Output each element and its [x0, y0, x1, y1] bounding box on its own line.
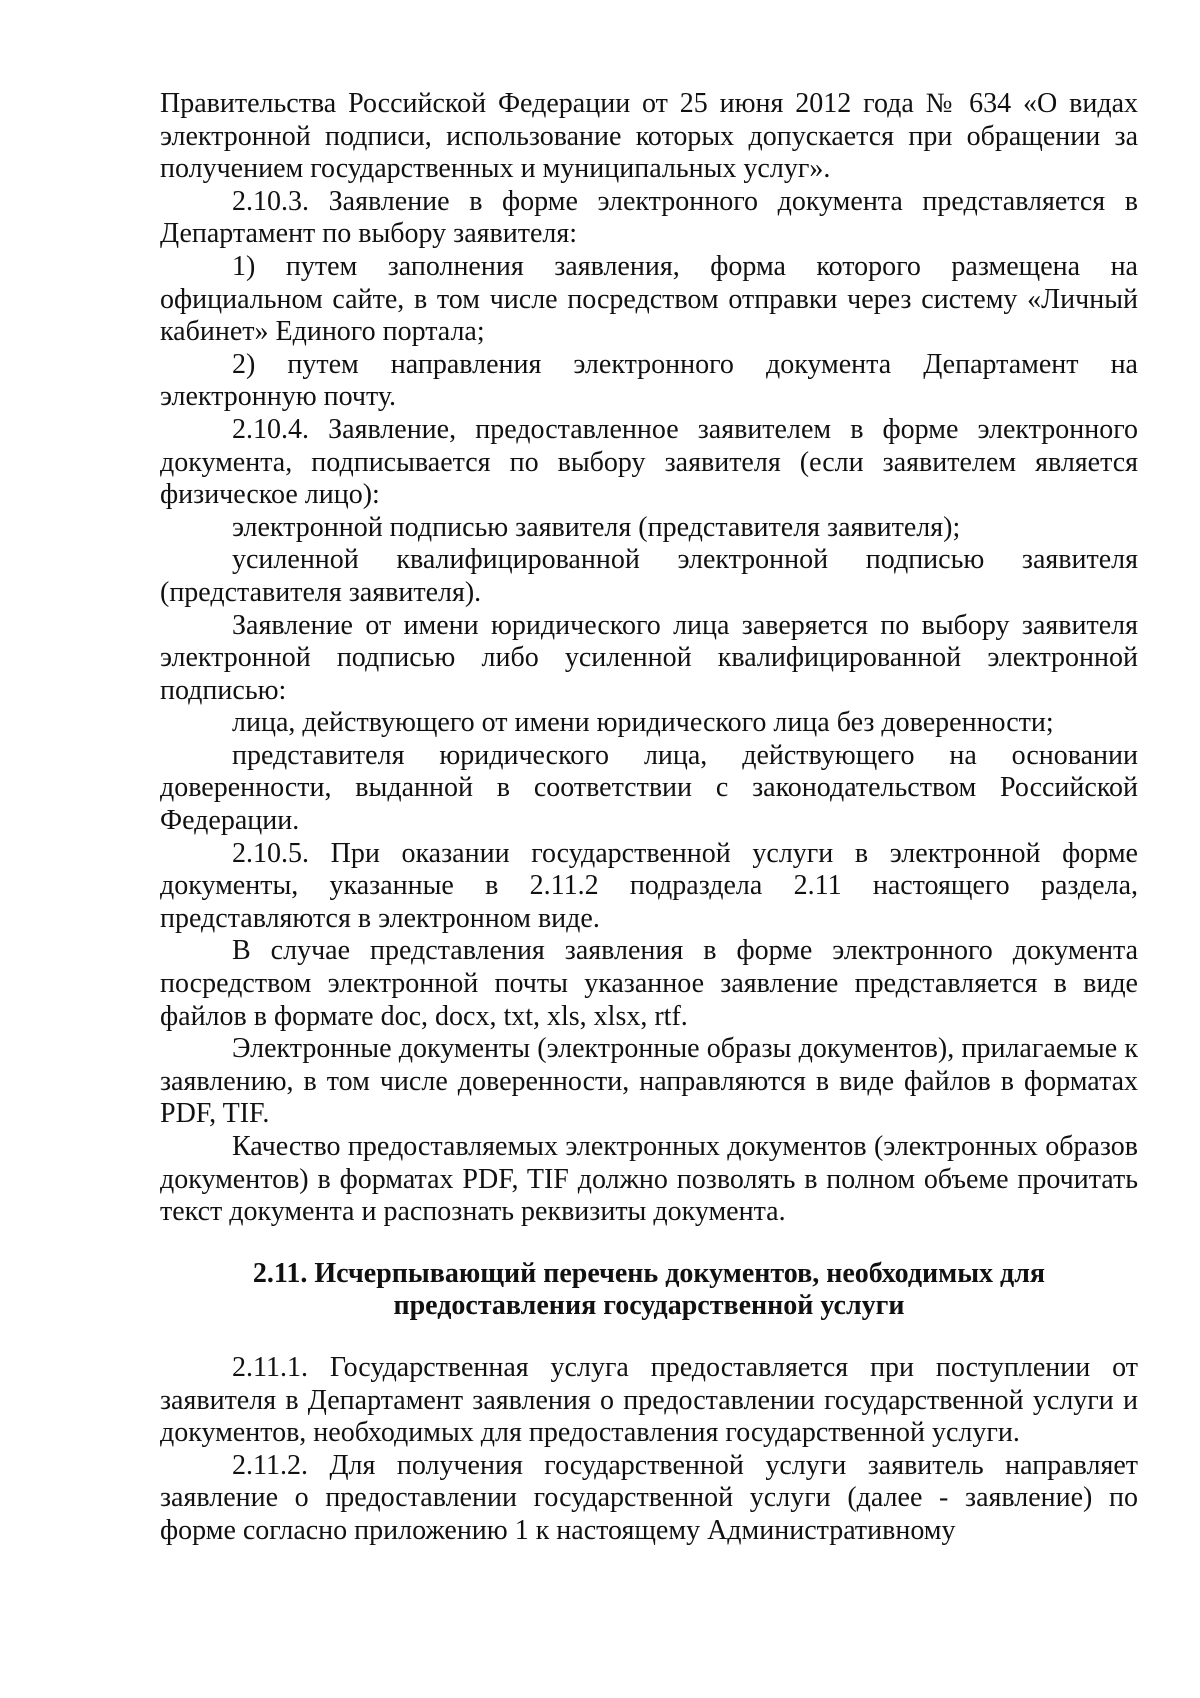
paragraph: Заявление от имени юридического лица заверяется по выбору заявителя электронной подписью либо усиленной квалифицированной электронной подписью:: [160, 609, 1138, 706]
section-heading: [160, 1258, 1138, 1323]
paragraph-2-11-2: 2.11.2. Для получения государственной услуги заявитель направляет заявление о предоставлении государственной услуги (далее - заявление) по форме согласно приложению 1 к настоящему Административному: [160, 1449, 1138, 1546]
paragraph-2-10-5: 2.10.5. При оказании государственной услуги в электронной форме документы, указанные в 2.11.2 подраздела 2.11 настоящего раздела, представляются в электронном виде.: [160, 837, 1138, 934]
document-page: [160, 88, 1138, 1548]
section-heading-line: предоставления государственной услуги: [393, 1290, 905, 1322]
section-heading-line: 2.11. Исчерпывающий перечень документов, необходимых для: [252, 1257, 1046, 1289]
paragraph: представителя юридического лица, действующего на основании доверенности, выданной в соответствии с законодательством Российской Федерации.: [160, 739, 1138, 837]
list-item: 2) путем направления электронного документа Департамент на электронную почту.: [160, 348, 1138, 413]
paragraph: Качество предоставляемых электронных документов (электронных образов документов) в форматах PDF, TIF должно позволять в полном объеме прочитать текст документа и распознать реквизиты документа.: [160, 1131, 1138, 1228]
paragraph: В случае представления заявления в форме электронного документа посредством электронной почты указанное заявление представляется в виде файлов в формате doc, docx, txt, xls, xlsx, rtf.: [160, 935, 1138, 1032]
paragraph-2-10-4: 2.10.4. Заявление, предоставленное заявителем в форме электронного документа, подписывается по выбору заявителя (если заявителем является физическое лицо):: [160, 413, 1138, 511]
paragraph-2-10-3: 2.10.3. Заявление в форме электронного документа представляется в Департамент по выбору заявителя:: [160, 185, 1138, 250]
paragraph: Электронные документы (электронные образы документов), прилагаемые к заявлению, в том числе доверенности, направляются в виде файлов в форматах PDF, TIF.: [160, 1033, 1138, 1130]
paragraph: Правительства Российской Федерации от 25 июня 2012 года № 634 «О видах электронной подписи, использование которых допускается при обращении за получением государственных и муниципальных услуг».: [160, 88, 1138, 185]
paragraph-2-11-1: 2.11.1. Государственная услуга предоставляется при поступлении от заявителя в Департамент заявления о предоставлении государственной услуги и документов, необходимых для предоставления государственной услуги.: [160, 1351, 1138, 1449]
paragraph: усиленной квалифицированной электронной подписью заявителя (представителя заявителя).: [160, 544, 1138, 608]
list-item: 1) путем заполнения заявления, форма которого размещена на официальном сайте, в том числе посредством отправки через систему «Личный кабинет» Единого портала;: [160, 250, 1138, 348]
paragraph: электронной подписью заявителя (представителя заявителя);: [232, 511, 961, 543]
paragraph: лица, действующего от имени юридического лица без доверенности;: [232, 707, 1054, 739]
